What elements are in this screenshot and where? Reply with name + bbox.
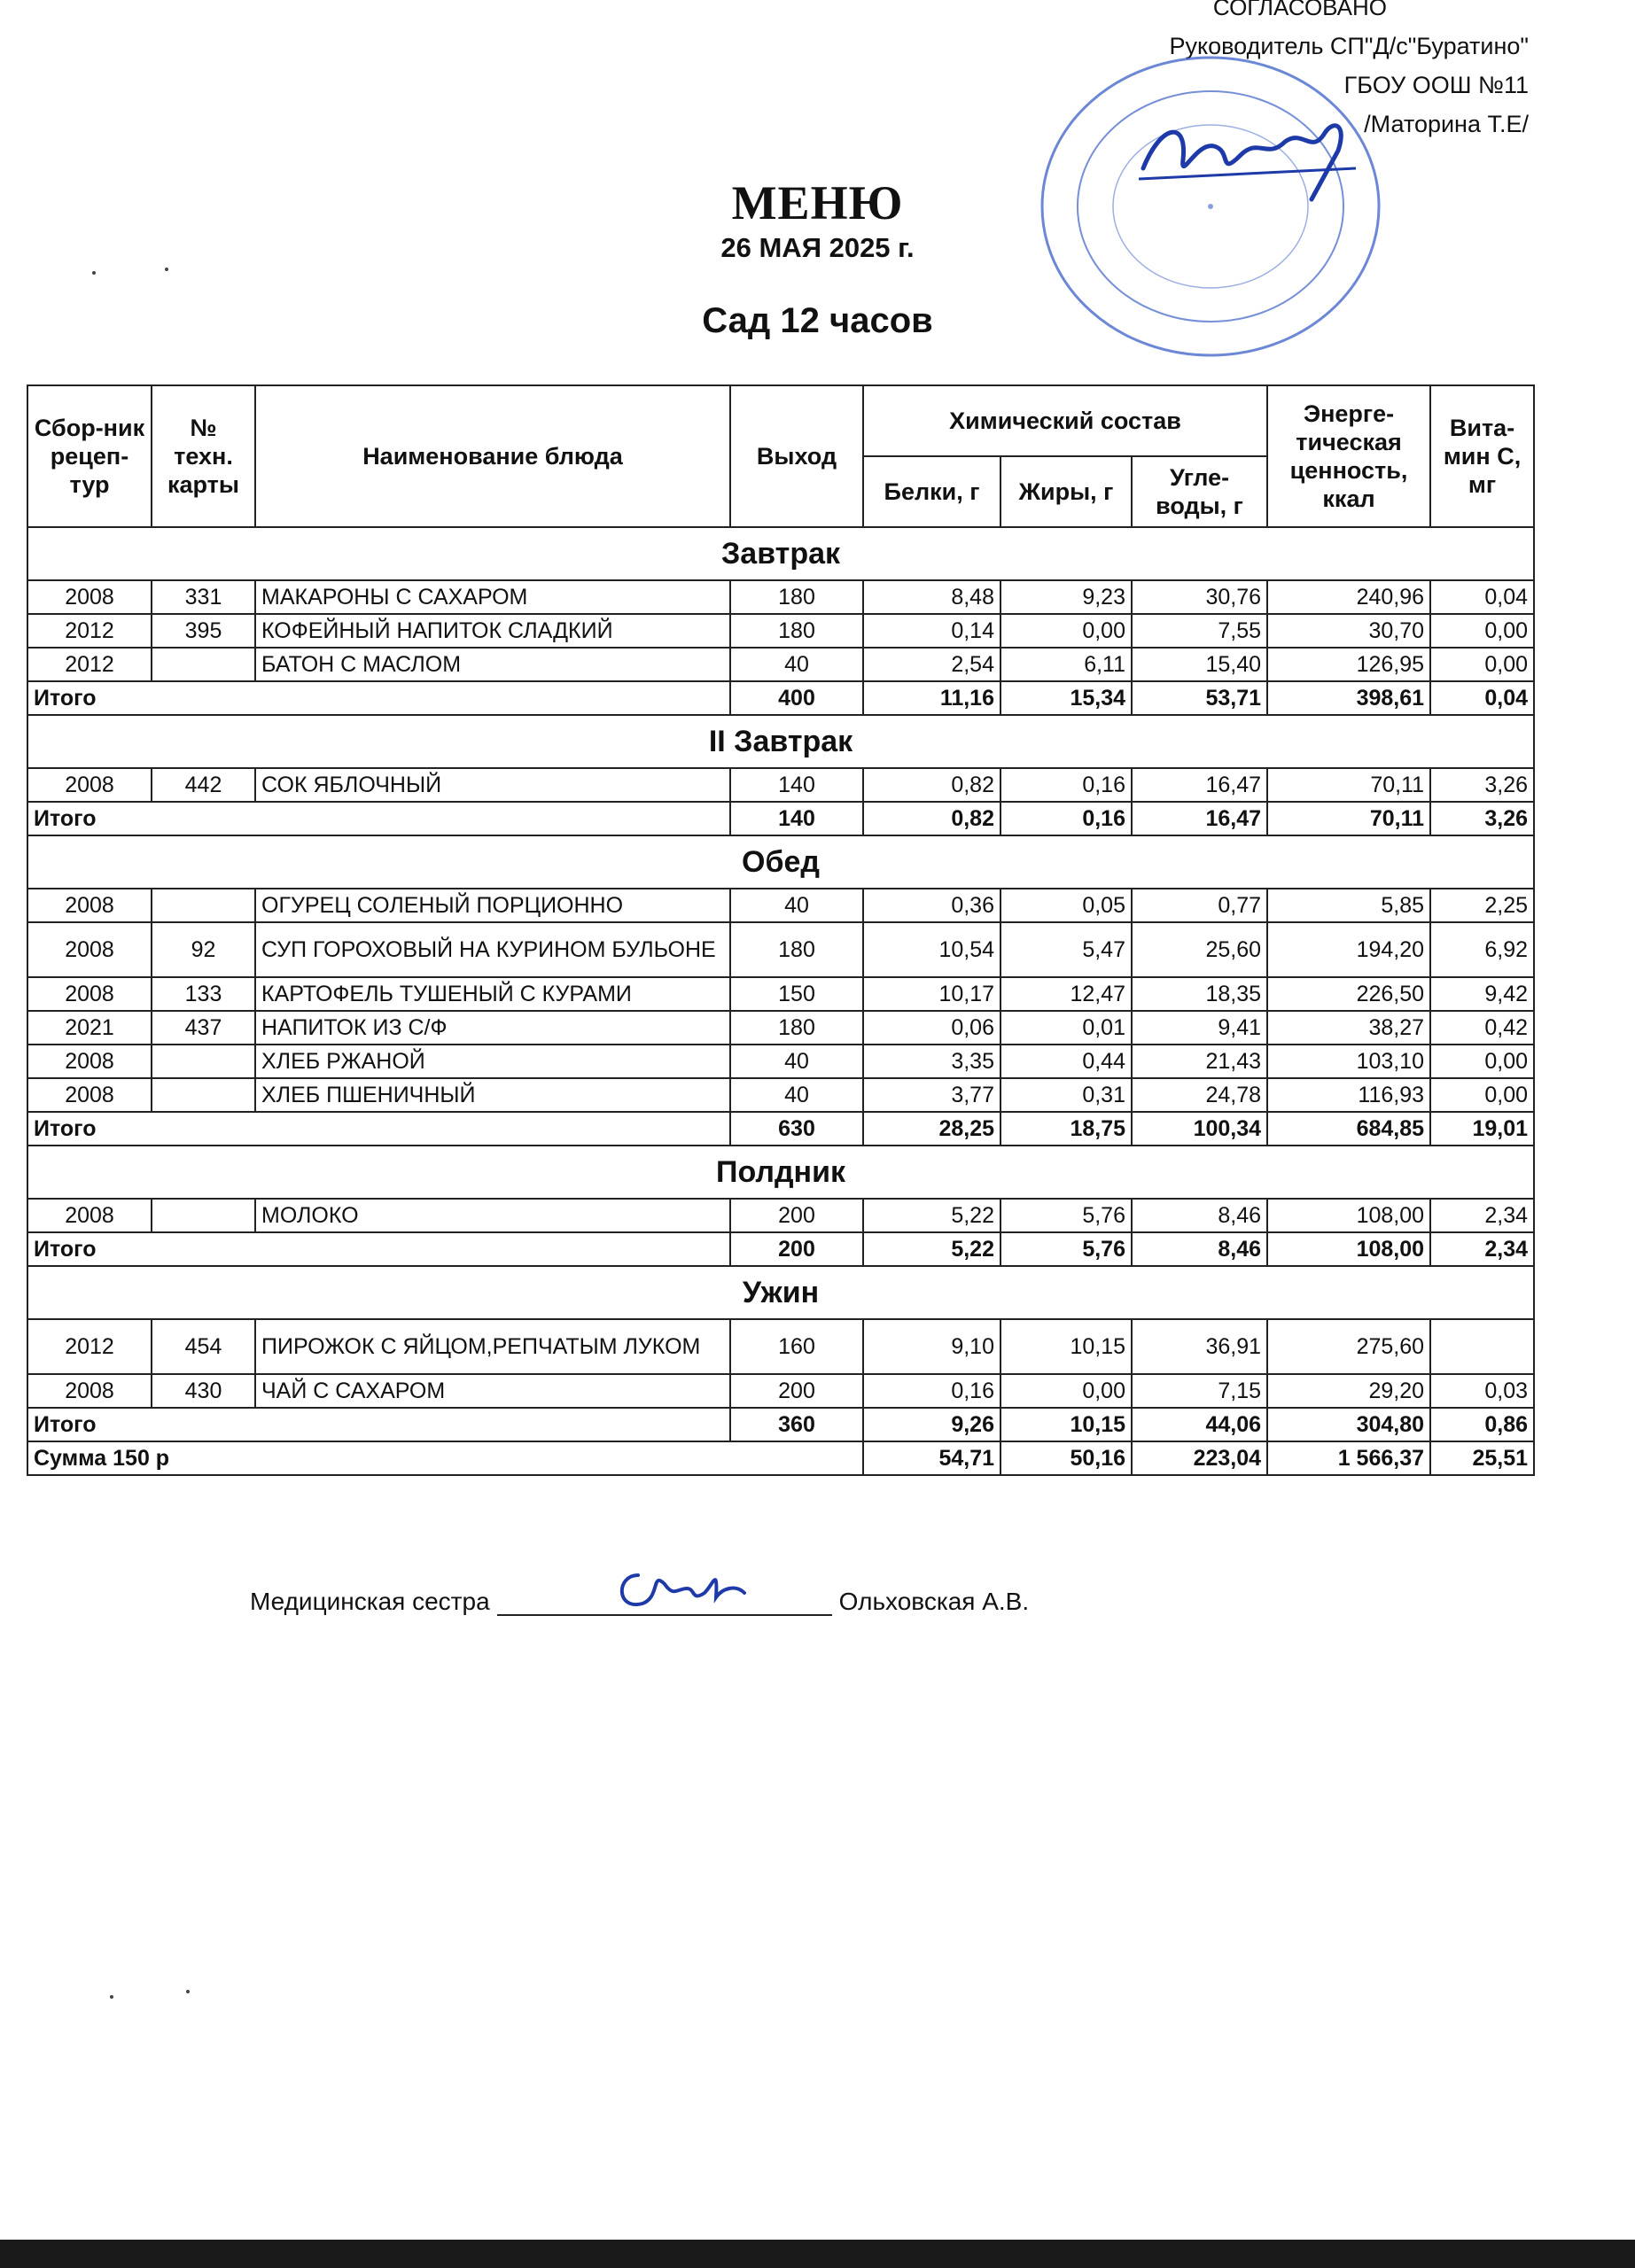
- total-protein: 9,26: [863, 1408, 1000, 1441]
- cell-vitamin-c: 3,26: [1430, 768, 1534, 802]
- scan-speck: [186, 1990, 190, 1993]
- cell-yield: 200: [730, 1199, 863, 1232]
- cell-tech-card: 331: [152, 580, 255, 614]
- cell-protein: 10,54: [863, 922, 1000, 977]
- cell-dish-name: ХЛЕБ ПШЕНИЧНЫЙ: [255, 1078, 730, 1112]
- cell-yield: 40: [730, 1078, 863, 1112]
- cell-vitamin-c: 6,92: [1430, 922, 1534, 977]
- cell-protein: 9,10: [863, 1319, 1000, 1374]
- total-energy: 684,85: [1267, 1112, 1430, 1146]
- cell-carbs: 7,55: [1132, 614, 1267, 648]
- cell-dish-name: ЧАЙ С САХАРОМ: [255, 1374, 730, 1408]
- table-row: [27, 648, 1534, 681]
- cell-protein: 5,22: [863, 1199, 1000, 1232]
- menu-date: 26 МАЯ 2025 г.: [720, 232, 915, 263]
- cell-fat: 10,15: [1000, 1319, 1132, 1374]
- table-row: [27, 977, 1534, 1011]
- cell-fat: 0,00: [1000, 1374, 1132, 1408]
- cell-collection: 2008: [27, 768, 152, 802]
- total-carbs: 16,47: [1132, 802, 1267, 835]
- header-chem: Химический состав: [863, 385, 1267, 456]
- cell-collection: 2008: [27, 977, 152, 1011]
- total-row: [27, 1232, 1534, 1266]
- cell-fat: 12,47: [1000, 977, 1132, 1011]
- cell-protein: 3,35: [863, 1045, 1000, 1078]
- cell-yield: 180: [730, 1011, 863, 1045]
- cell-energy: 240,96: [1267, 580, 1430, 614]
- header-carbs: Угле-воды, г: [1132, 456, 1267, 527]
- cell-energy: 116,93: [1267, 1078, 1430, 1112]
- scan-edge: [0, 2240, 1635, 2268]
- cell-collection: 2008: [27, 1199, 152, 1232]
- cell-yield: 40: [730, 648, 863, 681]
- cell-dish-name: ХЛЕБ РЖАНОЙ: [255, 1045, 730, 1078]
- cell-dish-name: КОФЕЙНЫЙ НАПИТОК СЛАДКИЙ: [255, 614, 730, 648]
- total-label: Итого: [27, 1408, 730, 1441]
- cell-tech-card: 92: [152, 922, 255, 977]
- total-fat: 10,15: [1000, 1408, 1132, 1441]
- grand-total-row: [27, 1441, 1534, 1475]
- cell-dish-name: СОК ЯБЛОЧНЫЙ: [255, 768, 730, 802]
- cell-yield: 150: [730, 977, 863, 1011]
- cell-yield: 40: [730, 1045, 863, 1078]
- header-vitamin-c: Вита-мин С, мг: [1430, 385, 1534, 527]
- cell-yield: 40: [730, 889, 863, 922]
- table-row: [27, 1045, 1534, 1078]
- cell-collection: 2008: [27, 889, 152, 922]
- total-yield: 200: [730, 1232, 863, 1266]
- cell-tech-card: [152, 1199, 255, 1232]
- cell-vitamin-c: 0,00: [1430, 1045, 1534, 1078]
- cell-collection: 2012: [27, 648, 152, 681]
- cell-fat: 0,01: [1000, 1011, 1132, 1045]
- scan-speck: [110, 1995, 113, 1999]
- total-protein: 28,25: [863, 1112, 1000, 1146]
- section-header: [27, 527, 1534, 580]
- cell-energy: 126,95: [1267, 648, 1430, 681]
- cell-protein: 0,06: [863, 1011, 1000, 1045]
- total-vitc: 0,04: [1430, 681, 1534, 715]
- cell-collection: 2008: [27, 580, 152, 614]
- header-yield: Выход: [730, 385, 863, 527]
- cell-vitamin-c: 0,03: [1430, 1374, 1534, 1408]
- cell-vitamin-c: 2,25: [1430, 889, 1534, 922]
- cell-carbs: 0,77: [1132, 889, 1267, 922]
- menu-subtitle: Сад 12 часов: [702, 301, 933, 340]
- cell-dish-name: КАРТОФЕЛЬ ТУШЕНЫЙ С КУРАМИ: [255, 977, 730, 1011]
- section-title: Завтрак: [27, 527, 1534, 580]
- cell-collection: 2008: [27, 1045, 152, 1078]
- cell-tech-card: 442: [152, 768, 255, 802]
- cell-energy: 103,10: [1267, 1045, 1430, 1078]
- cell-protein: 0,82: [863, 768, 1000, 802]
- cell-energy: 275,60: [1267, 1319, 1430, 1374]
- cell-energy: 30,70: [1267, 614, 1430, 648]
- cell-fat: 0,16: [1000, 768, 1132, 802]
- cell-carbs: 21,43: [1132, 1045, 1267, 1078]
- cell-vitamin-c: 0,00: [1430, 1078, 1534, 1112]
- section-header: [27, 715, 1534, 768]
- cell-vitamin-c: 9,42: [1430, 977, 1534, 1011]
- cell-carbs: 16,47: [1132, 768, 1267, 802]
- cell-yield: 180: [730, 614, 863, 648]
- cell-yield: 160: [730, 1319, 863, 1374]
- total-row: [27, 681, 1534, 715]
- cell-protein: 8,48: [863, 580, 1000, 614]
- grand-total-carbs: 223,04: [1132, 1441, 1267, 1475]
- section-title: II Завтрак: [27, 715, 1534, 768]
- cell-collection: 2021: [27, 1011, 152, 1045]
- cell-dish-name: ПИРОЖОК С ЯЙЦОМ,РЕПЧАТЫМ ЛУКОМ: [255, 1319, 730, 1374]
- cell-protein: 10,17: [863, 977, 1000, 1011]
- cell-protein: 0,16: [863, 1374, 1000, 1408]
- cell-tech-card: 430: [152, 1374, 255, 1408]
- header-tech-card: № техн. карты: [152, 385, 255, 527]
- cell-fat: 5,76: [1000, 1199, 1132, 1232]
- cell-dish-name: БАТОН С МАСЛОМ: [255, 648, 730, 681]
- total-vitc: 19,01: [1430, 1112, 1534, 1146]
- total-carbs: 44,06: [1132, 1408, 1267, 1441]
- cell-tech-card: 395: [152, 614, 255, 648]
- scan-speck: [92, 271, 96, 275]
- cell-tech-card: 454: [152, 1319, 255, 1374]
- cell-energy: 194,20: [1267, 922, 1430, 977]
- cell-fat: 9,23: [1000, 580, 1132, 614]
- cell-energy: 108,00: [1267, 1199, 1430, 1232]
- header-dish-name: Наименование блюда: [255, 385, 730, 527]
- nurse-signature-icon: [611, 1549, 762, 1619]
- section-header: [27, 1266, 1534, 1319]
- total-carbs: 53,71: [1132, 681, 1267, 715]
- cell-dish-name: МОЛОКО: [255, 1199, 730, 1232]
- cell-carbs: 30,76: [1132, 580, 1267, 614]
- approval-line-1: Руководитель СП"Д/с"Буратино": [1169, 33, 1529, 59]
- total-row: [27, 1408, 1534, 1441]
- table-row: [27, 768, 1534, 802]
- cell-tech-card: [152, 889, 255, 922]
- cell-energy: 29,20: [1267, 1374, 1430, 1408]
- scan-speck: [165, 268, 168, 271]
- total-vitc: 2,34: [1430, 1232, 1534, 1266]
- cell-tech-card: 437: [152, 1011, 255, 1045]
- cell-vitamin-c: [1430, 1319, 1534, 1374]
- grand-total-energy: 1 566,37: [1267, 1441, 1430, 1475]
- cell-carbs: 7,15: [1132, 1374, 1267, 1408]
- total-label: Итого: [27, 1112, 730, 1146]
- cell-collection: 2012: [27, 1319, 152, 1374]
- table-row: [27, 1199, 1534, 1232]
- table-row: [27, 1319, 1534, 1374]
- total-vitc: 3,26: [1430, 802, 1534, 835]
- cell-collection: 2012: [27, 614, 152, 648]
- cell-carbs: 36,91: [1132, 1319, 1267, 1374]
- total-label: Итого: [27, 802, 730, 835]
- cell-yield: 180: [730, 922, 863, 977]
- cell-yield: 200: [730, 1374, 863, 1408]
- cell-vitamin-c: 2,34: [1430, 1199, 1534, 1232]
- total-fat: 0,16: [1000, 802, 1132, 835]
- cell-fat: 0,31: [1000, 1078, 1132, 1112]
- cell-dish-name: НАПИТОК ИЗ С/Ф: [255, 1011, 730, 1045]
- section-title: Обед: [27, 835, 1534, 889]
- total-yield: 400: [730, 681, 863, 715]
- total-yield: 630: [730, 1112, 863, 1146]
- page-title: МЕНЮ: [731, 176, 904, 229]
- total-protein: 11,16: [863, 681, 1000, 715]
- table-row: [27, 580, 1534, 614]
- total-protein: 0,82: [863, 802, 1000, 835]
- cell-protein: 2,54: [863, 648, 1000, 681]
- cell-carbs: 9,41: [1132, 1011, 1267, 1045]
- section-title: Ужин: [27, 1266, 1534, 1319]
- footer-name: Ольховская А.В.: [838, 1588, 1030, 1615]
- table-row: [27, 889, 1534, 922]
- total-energy: 108,00: [1267, 1232, 1430, 1266]
- cell-carbs: 8,46: [1132, 1199, 1267, 1232]
- total-label: Итого: [27, 1232, 730, 1266]
- cell-carbs: 25,60: [1132, 922, 1267, 977]
- cell-carbs: 15,40: [1132, 648, 1267, 681]
- cell-energy: 226,50: [1267, 977, 1430, 1011]
- grand-total-label: Сумма 150 р: [27, 1441, 863, 1475]
- header-collection: Сбор-ник рецеп-тур: [27, 385, 152, 527]
- cell-dish-name: МАКАРОНЫ С САХАРОМ: [255, 580, 730, 614]
- cell-vitamin-c: 0,04: [1430, 580, 1534, 614]
- cell-energy: 70,11: [1267, 768, 1430, 802]
- cell-protein: 0,36: [863, 889, 1000, 922]
- header-fat: Жиры, г: [1000, 456, 1132, 527]
- cell-tech-card: [152, 648, 255, 681]
- approval-line-3: /Маторина Т.Е/: [1364, 111, 1529, 137]
- cell-tech-card: [152, 1078, 255, 1112]
- cell-tech-card: 133: [152, 977, 255, 1011]
- total-row: [27, 802, 1534, 835]
- section-header: [27, 835, 1534, 889]
- total-energy: 398,61: [1267, 681, 1430, 715]
- total-label: Итого: [27, 681, 730, 715]
- table-row: [27, 1374, 1534, 1408]
- grand-total-vitc: 25,51: [1430, 1441, 1534, 1475]
- header-protein: Белки, г: [863, 456, 1000, 527]
- total-row: [27, 1112, 1534, 1146]
- total-yield: 360: [730, 1408, 863, 1441]
- table-row: [27, 614, 1534, 648]
- table-row: [27, 1011, 1534, 1045]
- header-energy: Энерге-тическая ценность, ккал: [1267, 385, 1430, 527]
- cell-vitamin-c: 0,00: [1430, 648, 1534, 681]
- cell-carbs: 24,78: [1132, 1078, 1267, 1112]
- total-yield: 140: [730, 802, 863, 835]
- cell-carbs: 18,35: [1132, 977, 1267, 1011]
- cell-fat: 0,05: [1000, 889, 1132, 922]
- cell-protein: 0,14: [863, 614, 1000, 648]
- cell-fat: 0,00: [1000, 614, 1132, 648]
- cell-dish-name: ОГУРЕЦ СОЛЕНЫЙ ПОРЦИОННО: [255, 889, 730, 922]
- cell-dish-name: СУП ГОРОХОВЫЙ НА КУРИНОМ БУЛЬОНЕ: [255, 922, 730, 977]
- total-carbs: 100,34: [1132, 1112, 1267, 1146]
- cell-vitamin-c: 0,00: [1430, 614, 1534, 648]
- total-carbs: 8,46: [1132, 1232, 1267, 1266]
- approval-heading: СОГЛАСОВАНО: [1212, 0, 1387, 20]
- total-fat: 5,76: [1000, 1232, 1132, 1266]
- total-protein: 5,22: [863, 1232, 1000, 1266]
- cell-collection: 2008: [27, 1374, 152, 1408]
- cell-tech-card: [152, 1045, 255, 1078]
- total-fat: 15,34: [1000, 681, 1132, 715]
- approval-line-2: ГБОУ ООШ №11: [1343, 72, 1529, 98]
- cell-energy: 5,85: [1267, 889, 1430, 922]
- cell-yield: 140: [730, 768, 863, 802]
- grand-total-protein: 54,71: [863, 1441, 1000, 1475]
- cell-protein: 3,77: [863, 1078, 1000, 1112]
- grand-total-fat: 50,16: [1000, 1441, 1132, 1475]
- cell-fat: 6,11: [1000, 648, 1132, 681]
- footer-role: Медицинская сестра: [250, 1588, 490, 1615]
- section-title: Полдник: [27, 1146, 1534, 1199]
- table-row: [27, 1078, 1534, 1112]
- cell-vitamin-c: 0,42: [1430, 1011, 1534, 1045]
- menu-table: [27, 384, 1535, 1476]
- cell-fat: 0,44: [1000, 1045, 1132, 1078]
- total-vitc: 0,86: [1430, 1408, 1534, 1441]
- total-energy: 70,11: [1267, 802, 1430, 835]
- total-energy: 304,80: [1267, 1408, 1430, 1441]
- cell-collection: 2008: [27, 922, 152, 977]
- cell-fat: 5,47: [1000, 922, 1132, 977]
- table-row: [27, 922, 1534, 977]
- section-header: [27, 1146, 1534, 1199]
- cell-energy: 38,27: [1267, 1011, 1430, 1045]
- cell-yield: 180: [730, 580, 863, 614]
- cell-collection: 2008: [27, 1078, 152, 1112]
- total-fat: 18,75: [1000, 1112, 1132, 1146]
